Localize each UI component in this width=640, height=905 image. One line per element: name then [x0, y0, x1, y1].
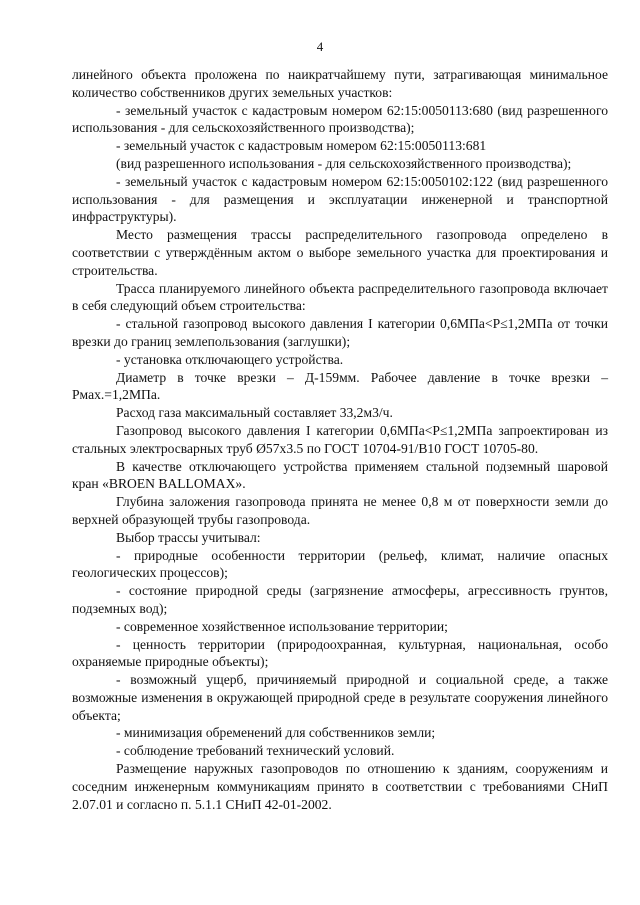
paragraph: Место размещения трассы распределительного газопровода определено в соответствии с утверждённым актом о выборе земельного участка для проектирования и строительства. — [72, 227, 608, 278]
paragraph: Трасса планируемого линейного объекта распределительного газопровода включает в себя следующий объем строительства: — [72, 280, 608, 314]
paragraph: Размещение наружных газопроводов по отношению к зданиям, сооружениям и соседним инженерным коммуникациям принято в соответствии с требованиями СНиП 2.07.01 и согласно п. 5.1.1 СНиП 42-01-2002. — [72, 761, 608, 812]
paragraph: - земельный участок с кадастровым номером 62:15:0050113:681 — [116, 138, 487, 154]
paragraph: Глубина заложения газопровода принята не менее 0,8 м от поверхности земли до верхней образующей трубы газопровода. — [72, 494, 608, 527]
paragraph: Расход газа максимальный составляет 33,2м3/ч. — [116, 405, 393, 421]
paragraph: - установка отключающего устройства. — [116, 351, 344, 367]
paragraph: - минимизация обременений для собственников земли; — [116, 725, 436, 741]
paragraph: Выбор трассы учитывал: — [116, 529, 261, 545]
paragraph: - стальной газопровод высокого давления I категории 0,6МПа<Р≤1,2МПа от точки врезки до границ землепользования (заглушки); — [72, 316, 608, 349]
paragraph: - земельный участок с кадастровым номером 62:15:0050113:680 (вид разрешенного использования - для сельскохозяйственного производства); — [72, 102, 608, 136]
page-number: 4 — [316, 39, 324, 54]
paragraph: линейного объекта проложена по наикратчайшему пути, затрагивающая минимальное количество собственников других земельных участков: — [72, 67, 608, 100]
paragraph: - современное хозяйственное использование территории; — [116, 618, 448, 634]
document-body — [72, 66, 608, 813]
paragraph: - ценность территории (природоохранная, культурная, национальная, особо охраняемые природные объекты); — [72, 636, 608, 670]
paragraph: (вид разрешенного использования - для сельскохозяйственного производства); — [116, 155, 572, 171]
paragraph: - состояние природной среды (загрязнение атмосферы, агрессивность грунтов, подземных вод); — [72, 583, 608, 616]
paragraph: - земельный участок с кадастровым номером 62:15:0050102:122 (вид разрешенного использования - для размещения и эксплуатации инженерной и транспортной инфраструктуры). — [72, 173, 608, 225]
paragraph: - соблюдение требований технический условий. — [116, 743, 395, 759]
paragraph: - природные особенности территории (рельеф, климат, наличие опасных геологических процессов); — [72, 547, 608, 581]
paragraph: Диаметр в точке врезки – Д-159мм. Рабочее давление в точке врезки – Рмах.=1,2МПа. — [72, 369, 608, 403]
paragraph: - возможный ущерб, причиняемый природной и социальной среде, а также возможные изменения в окружающей природной среде в результате сооружения линейного объекта; — [72, 672, 608, 723]
paragraph: В качестве отключающего устройства применяем стальной подземный шаровой кран «BROEN BALLOMAX». — [72, 458, 608, 492]
paragraph: Газопровод высокого давления I категории 0,6МПа<Р≤1,2МПа запроектирован из стальных электросварных труб Ø57х3.5 по ГОСТ 10704-91/В10 ГОСТ 10705-80. — [72, 422, 608, 456]
